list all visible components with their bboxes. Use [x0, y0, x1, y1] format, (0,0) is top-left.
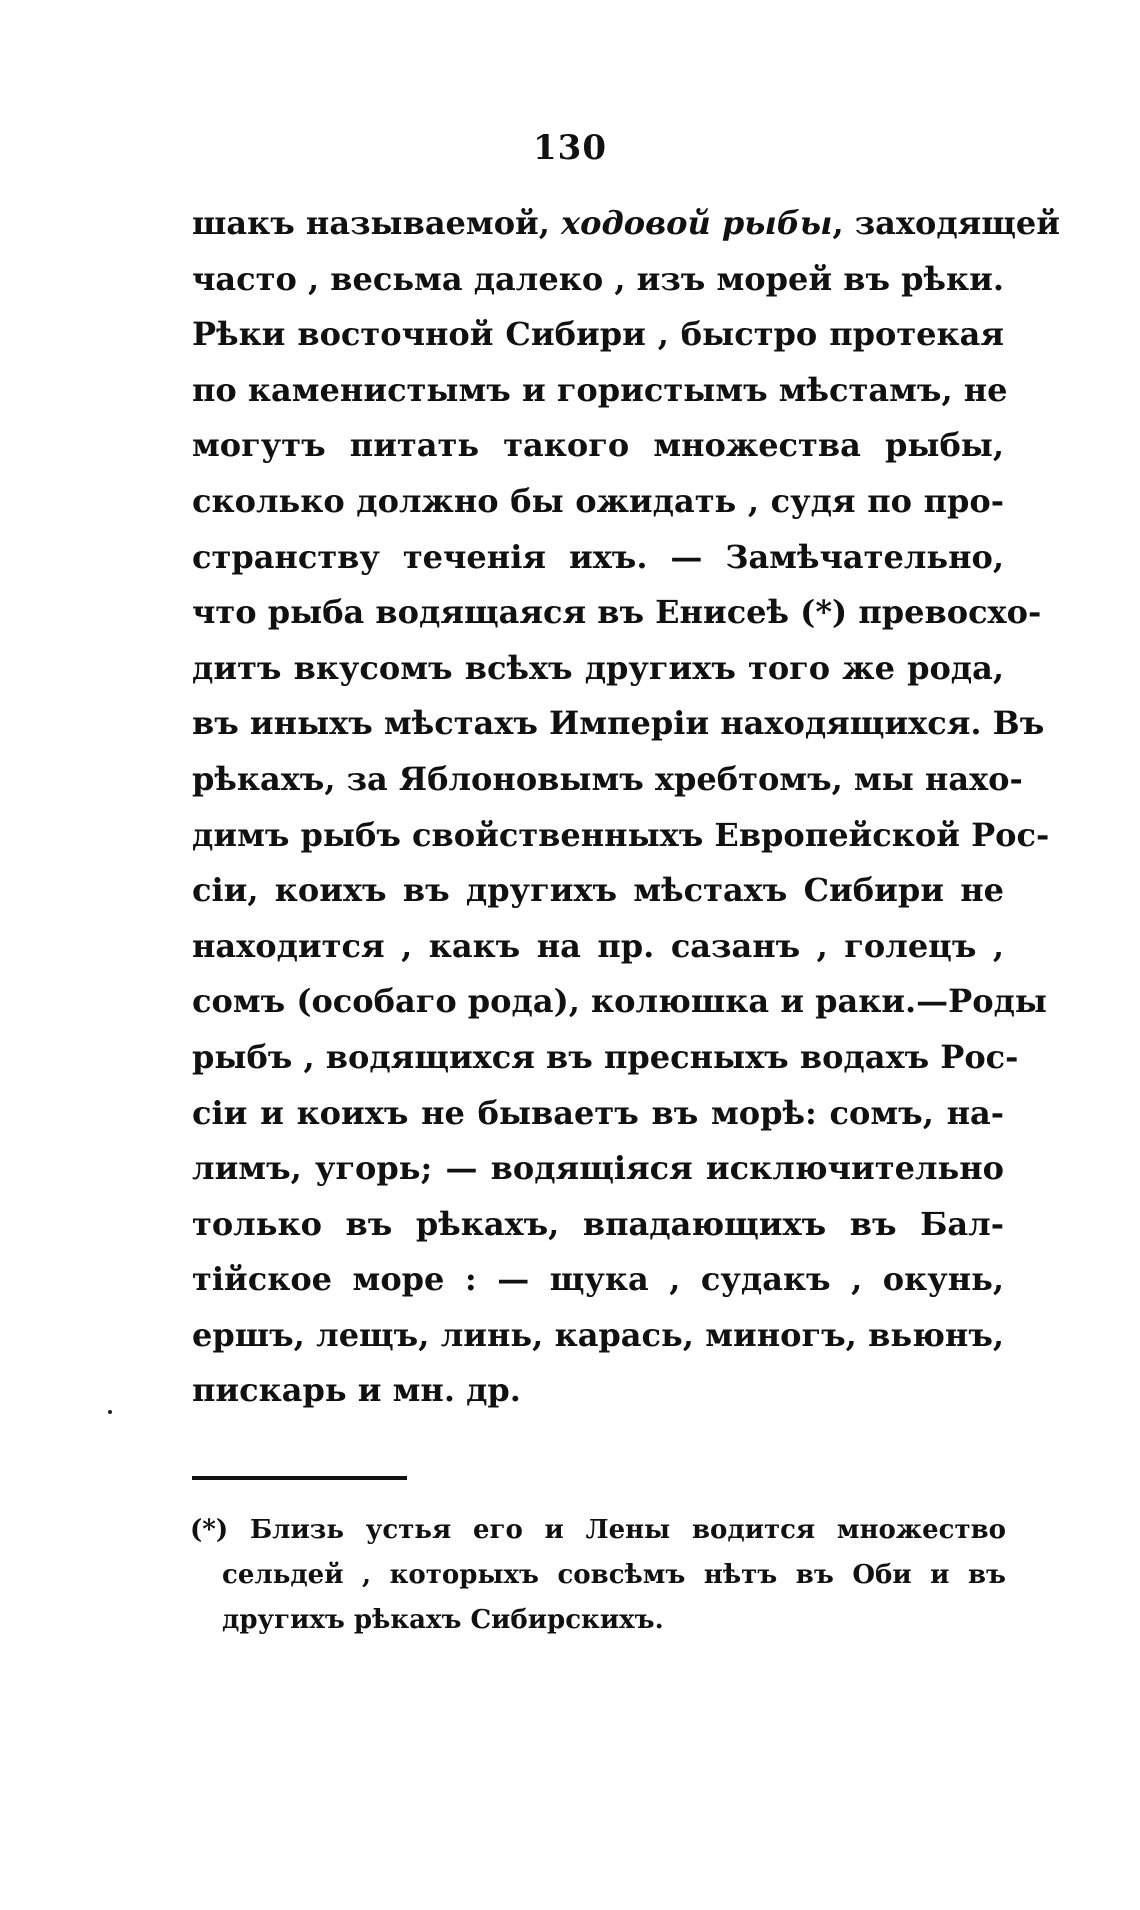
text-segment: могутъ питать такого множества рыбы, — [192, 426, 1004, 465]
text-line — [192, 252, 1004, 308]
text-segment: ершъ, лещъ, линь, карась, миногъ, вьюнъ, — [192, 1315, 1004, 1354]
footnote-separator — [192, 1476, 407, 1480]
main-text — [192, 196, 1060, 1419]
text-segment: сомъ (особаго рода), колюшка и раки.—Роды — [192, 982, 1047, 1021]
text-segment: тійское море : — щука , судакъ , окунь, — [192, 1260, 1004, 1299]
text-line — [192, 418, 1004, 474]
footnote-line: (*) Близь устья его и Лены водится множество — [190, 1515, 1006, 1545]
text-segment: находится , какъ на пр. сазанъ , голецъ , — [192, 926, 1004, 965]
text-line — [192, 696, 1045, 752]
text-line — [192, 808, 1050, 864]
text-line — [192, 363, 1008, 419]
text-segment: Рѣки восточной Сибири , быстро протекая — [192, 315, 1004, 354]
text-line — [192, 1363, 1004, 1419]
text-segment: рыбъ , водящихся въ пресныхъ водахъ Рос- — [192, 1037, 1019, 1076]
footnote-line: другихъ рѣкахъ Сибирскихъ. — [222, 1605, 664, 1635]
text-segment: сіи и коихъ не бываетъ въ морѣ: сомъ, на- — [192, 1093, 1004, 1132]
text-line — [192, 974, 1047, 1030]
text-line — [192, 1086, 1004, 1142]
text-segment: часто , весьма далеко , изъ морей въ рѣки. — [192, 259, 1004, 298]
footnote — [190, 1508, 1006, 1643]
text-segment: дитъ вкусомъ всѣхъ другихъ того же рода, — [192, 648, 1004, 687]
text-segment: пискарь и мн. др. — [192, 1371, 521, 1410]
text-line — [192, 307, 1004, 363]
italic-phrase: ходовой рыбы — [561, 204, 833, 242]
text-line — [192, 1030, 1019, 1086]
text-line — [192, 919, 1004, 975]
text-line — [192, 474, 1004, 530]
text-line — [192, 585, 1042, 641]
text-segment: что рыба водящаяся въ Енисеѣ (*) превосхо- — [192, 593, 1042, 632]
text-segment: въ иныхъ мѣстахъ Имперіи находящихся. Въ — [192, 704, 1045, 743]
text-segment: по каменистымъ и гористымъ мѣстамъ, не — [192, 370, 1008, 409]
text-line — [192, 641, 1004, 697]
text-segment: сколько должно бы ожидать , судя по про- — [192, 481, 1004, 520]
text-line — [192, 1252, 1004, 1308]
text-line — [192, 530, 1004, 586]
text-line — [192, 1308, 1004, 1364]
text-segment: только въ рѣкахъ, впадающихъ въ Бал- — [192, 1204, 1004, 1243]
text-line — [192, 863, 1004, 919]
text-segment: , заходящей — [832, 204, 1060, 242]
print-speck — [108, 1410, 112, 1414]
text-segment: рѣкахъ, за Яблоновымъ хребтомъ, мы нахо- — [192, 759, 1023, 798]
page-number: 130 — [533, 128, 607, 168]
text-line — [192, 196, 1060, 252]
text-line — [192, 1197, 1004, 1253]
text-segment: сіи, коихъ въ другихъ мѣстахъ Сибири не — [192, 871, 1004, 910]
text-segment: шакъ называемой, — [192, 204, 562, 242]
text-segment: димъ рыбъ свойственныхъ Европейской Рос- — [192, 815, 1050, 854]
text-segment: лимъ, угорь; — водящіяся исключительно — [192, 1149, 1004, 1188]
footnote-line: сельдей , которыхъ совсѣмъ нѣтъ въ Оби и въ — [222, 1560, 1006, 1590]
text-segment: странству теченія ихъ. — Замѣчательно, — [192, 537, 1004, 576]
text-line — [192, 1141, 1004, 1197]
text-line — [192, 752, 1023, 808]
